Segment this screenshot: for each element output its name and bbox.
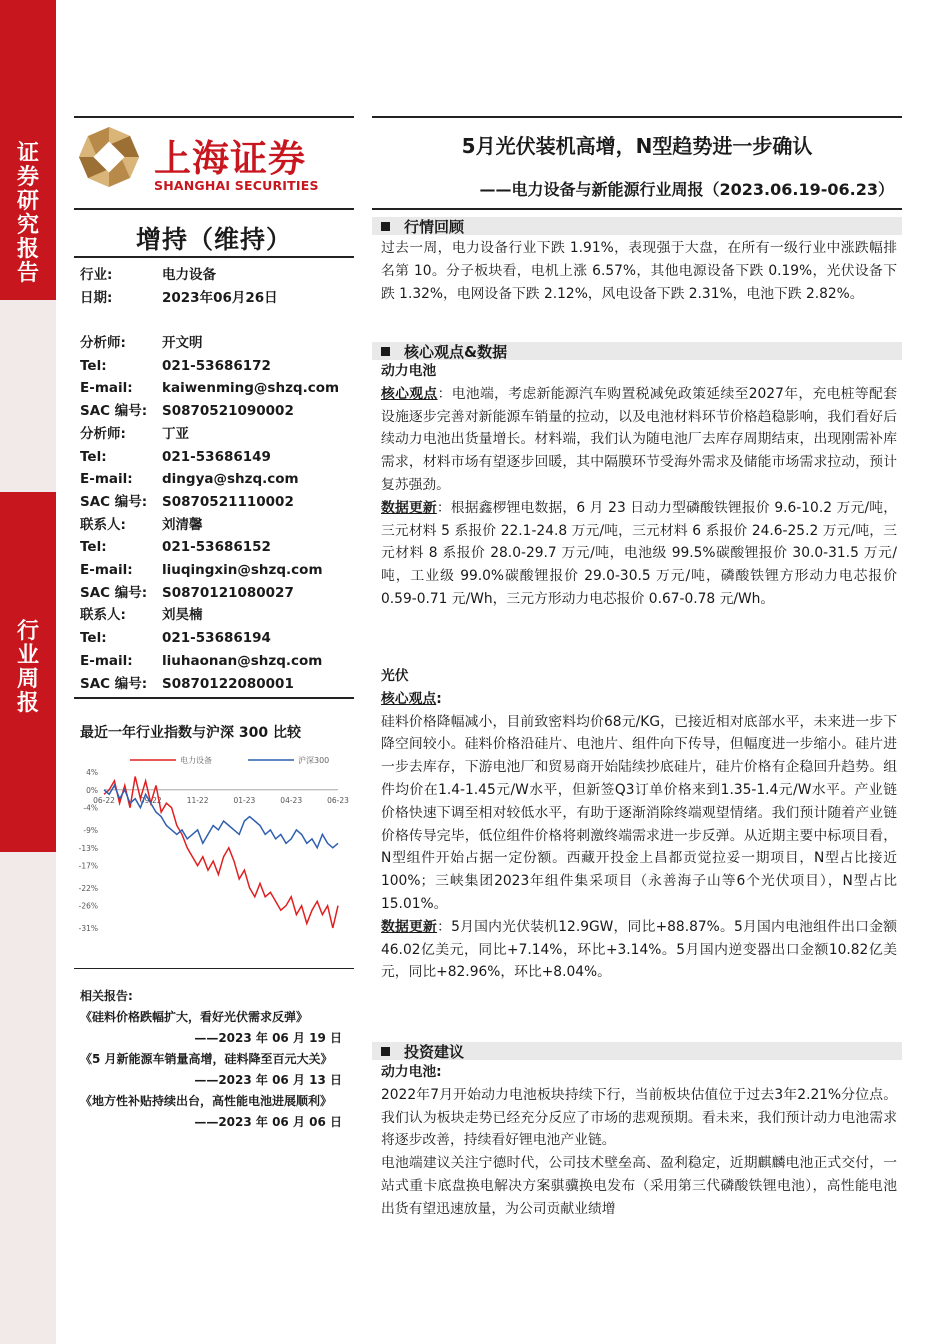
analyst-row [80, 650, 339, 673]
x-tick-label: 06-22 [93, 795, 115, 805]
analyst-value: S0870521090002 [162, 403, 294, 420]
analyst-value: liuhaonan@shzq.com [162, 652, 323, 669]
data-text: ：5月国内光伏装机12.9GW，同比+88.87%。5月国内电池组件出口金额46.02亿美元，同比+7.14%，环比+3.14%。5月国内逆变器出口金额10.82亿美元，同比+82.96%，环比+8.04%。 [381, 918, 898, 981]
info-key: 日期: [80, 289, 113, 306]
analyst-key: 分析师: [80, 425, 126, 442]
y-tick-label: -22% [78, 883, 98, 893]
analyst-list [80, 332, 339, 695]
analyst-row [80, 423, 339, 446]
analyst-key: SAC 编号: [80, 493, 148, 510]
rating-rule [74, 256, 354, 258]
view-label: 核心观点 [381, 690, 437, 707]
analyst-row [80, 582, 339, 605]
legend-label: 沪深300 [298, 756, 330, 765]
data-label: 数据更新 [381, 918, 438, 935]
analyst-row [80, 355, 339, 378]
analyst-value: kaiwenming@shzq.com [162, 380, 340, 397]
view-colon: : [436, 690, 442, 707]
related-reports [80, 986, 352, 1133]
analyst-value: S0870521110002 [162, 493, 294, 510]
analyst-row [80, 604, 339, 627]
analyst-key: 分析师: [80, 335, 126, 351]
analyst-rule [74, 697, 354, 699]
battery-block [381, 360, 897, 611]
analyst-value: 021-53686172 [162, 357, 271, 374]
pv-view: 硅料价格降幅减小，目前致密料均价68元/KG，已接近相对底部水平，未来进一步下降空间较小。硅料价格沿硅片、电池片、组件向下传导，但幅度进一步缩小。硅片进一步去库存，下游电池厂和贸易商开始陆续抄底硅片，硅片价格有企稳回升趋势。组件均价在1.4-1.45元/W水平，但新签Q3订单价格来到1.35-1.4元/W水平。产业链价格快速下调至相对较低水平，有助于逐渐消除终端观望情绪。我们预计随着产业链价格传导完毕，低位组件价格将刺激终端需求进一步反弹。从近期主要中标项目看，N型组件开始占据一定份额。西藏开投金上昌都贡觉拉妥一期项目，N型占比接近100%；三峡集团2023年组件集采项目（永善海子山等6个光伏项目），N型占比15.01%。 [381, 713, 897, 912]
section-invest-title [381, 1041, 464, 1062]
data-text: ：根据鑫椤锂电数据，6 月 23 日动力型磷酸铁锂报价 9.6-10.2 万元/吨，三元材料 5 系报价 22.1-24.8 万元/吨，三元材料 6 系报价 24.6-25.2 万元/吨，三元材料 8 系报价 28.0-29.7 万元/吨，电池级 99.5%碳酸锂报价 30.0-31.5 万元/吨，工业级 99.0%碳酸锂报价 29.0-30.5 万元/吨，磷酸铁锂方形动力电芯报价 0.59-0.71 元/Wh，三元方形动力电芯报价 0.67-0.78 元/Wh。 [381, 499, 898, 607]
related-report-link[interactable]: 《5 月新能源车销量高增，硅料降至百元大关》 [80, 1052, 333, 1066]
square-bullet-icon [381, 222, 390, 231]
related-label: 相关报告: [80, 989, 133, 1003]
analyst-value: 刘清馨 [162, 516, 203, 533]
section-title-text: 行情回顾 [404, 218, 465, 236]
analyst-row [80, 627, 339, 650]
invest-paragraph-1: 2022年7月开始动力电池板块持续下行，当前板块估值位于过去3年2.21%分位点。我们认为板块走势已经充分反应了市场的悲观预期。看未来，我们预计动力电池需求将逐步改善，持续看好锂电池产业链。 [381, 1086, 897, 1149]
analyst-row [80, 536, 339, 559]
info-value: 电力设备 [162, 267, 216, 283]
left-sidebar [0, 0, 56, 1344]
pv-heading: 光伏 [381, 668, 409, 684]
chart-rule [74, 968, 354, 969]
info-value: 2023年06月26日 [162, 289, 278, 306]
related-report-link[interactable]: 《地方性补贴持续出台，高性能电池进展顺利》 [80, 1094, 333, 1108]
rating-label: 增持（维持） [135, 225, 292, 254]
invest-block [381, 1061, 897, 1221]
analyst-key: E-mail: [80, 471, 133, 488]
sidebar-weekly-label: 行 业 周 报 [0, 492, 56, 852]
battery-view [381, 383, 897, 497]
view-text: ：电池端，考虑新能源汽车购置税减免政策延续至2027年，充电桩等配套设施逐步完善对新能源车销量的拉动，以及电池材料环节价格趋稳影响，我们看好后续动力电池出货量增长。材料端，我们认为随电池厂去库存周期结束，出现刚需补库需求，材料市场有望逐步回暖，其中隔膜环节受海外需求及储能市场需求拉动，预计复苏强劲。 [381, 385, 897, 493]
analyst-key: SAC 编号: [80, 584, 148, 601]
related-report-date: ——2023 年 06 月 06 日 [194, 1115, 342, 1129]
invest-paragraph-2: 电池端建议关注宁德时代，公司技术壁垒高、盈利稳定，近期麒麟电池正式交付，一站式重卡底盘换电解决方案骐骥换电发布（采用第三代磷酸铁锂电池），高性能电池出货有望迅速放量，为公司贡献业绩增 [381, 1155, 897, 1217]
analyst-key: 联系人: [80, 607, 126, 624]
analyst-value: liuqingxin@shzq.com [162, 562, 323, 579]
legend-label: 电力设备 [180, 756, 212, 765]
y-tick-label: -31% [78, 924, 98, 933]
square-bullet-icon [381, 1047, 390, 1056]
view-label: 核心观点 [381, 385, 438, 402]
sidebar-research-label: 证 券 研 究 报 告 [0, 0, 56, 300]
section-core-title [381, 341, 507, 362]
x-tick-label: 06-23 [327, 795, 349, 805]
analyst-value: 021-53686149 [162, 448, 271, 465]
info-row [80, 264, 278, 287]
analyst-key: Tel: [80, 630, 107, 647]
section-review-title [381, 216, 464, 237]
analyst-row [80, 491, 339, 514]
analyst-key: 联系人: [80, 516, 126, 533]
analyst-row [80, 468, 339, 491]
analyst-value: dingya@shzq.com [162, 471, 299, 488]
left-top-rule [74, 116, 354, 118]
battery-data [381, 497, 897, 611]
left-logo-rule [74, 208, 354, 210]
x-tick-label: 01-23 [233, 795, 256, 805]
analyst-key: Tel: [80, 357, 107, 374]
related-report-date: ——2023 年 06 月 19 日 [194, 1031, 342, 1045]
pv-block [381, 665, 897, 984]
right-header-rule [372, 208, 902, 210]
analyst-row [80, 377, 339, 400]
right-top-rule [372, 116, 902, 118]
info-row [80, 287, 278, 310]
analyst-value: S0870121080027 [162, 584, 294, 601]
analyst-row [80, 559, 339, 582]
analyst-row [80, 332, 339, 355]
analyst-key: E-mail: [80, 652, 133, 669]
analyst-key: SAC 编号: [80, 403, 148, 420]
y-tick-label: -13% [78, 843, 98, 853]
info-key: 行业: [80, 267, 113, 283]
related-report-date: ——2023 年 06 月 13 日 [194, 1073, 342, 1087]
industry-info [80, 264, 278, 309]
x-tick-label: 04-23 [280, 795, 303, 805]
analyst-value: 开文明 [162, 335, 203, 351]
analyst-row [80, 446, 339, 469]
analyst-value: 021-53686194 [162, 630, 271, 647]
report-subtitle: ——电力设备与新能源行业周报（2023.06.19-06.23） [479, 180, 894, 199]
related-report-link[interactable]: 《硅料价格跌幅扩大，看好光伏需求反弹》 [80, 1010, 309, 1024]
pv-data [381, 916, 897, 984]
analyst-key: SAC 编号: [80, 675, 148, 692]
invest-heading: 动力电池: [381, 1064, 442, 1080]
battery-heading: 动力电池 [381, 363, 437, 379]
analyst-key: Tel: [80, 448, 107, 465]
y-tick-label: -26% [78, 901, 98, 911]
analyst-value: 丁亚 [162, 425, 189, 442]
analyst-row [80, 673, 339, 696]
y-tick-label: -4% [83, 803, 98, 813]
review-paragraph: 过去一周，电力设备行业下跌 1.91%，表现强于大盘，在所有一级行业中涨跌幅排名第 10。分子板块看，电机上涨 6.57%，其他电源设备下跌 0.19%，光伏设备下跌 1.32%，电网设备下跌 2.12%，风电设备下跌 2.31%，电池下跌 2.82%。 [381, 240, 897, 302]
analyst-row [80, 514, 339, 537]
x-tick-label: 09-22 [139, 795, 162, 805]
data-label: 数据更新 [381, 499, 437, 516]
y-tick-label: 4% [86, 768, 98, 777]
logo-english-name: SHANGHAI SECURITIES [154, 178, 319, 193]
index-comparison-chart [70, 748, 349, 940]
section-title-text: 投资建议 [404, 1043, 465, 1061]
x-tick-label: 11-22 [186, 795, 209, 805]
chart-title: 最近一年行业指数与沪深 300 比较 [80, 725, 301, 741]
analyst-value: S0870122080001 [162, 675, 294, 692]
y-tick-label: -9% [83, 825, 98, 835]
analyst-key: E-mail: [80, 562, 133, 579]
y-tick-label: -17% [78, 861, 98, 871]
logo-chinese-name: 上海证券 [154, 137, 306, 180]
analyst-key: Tel: [80, 539, 107, 556]
square-bullet-icon [381, 347, 390, 356]
logo-emblem-icon [78, 126, 140, 188]
analyst-row [80, 400, 339, 423]
analyst-value: 021-53686152 [162, 539, 271, 556]
pv-view-label-row [381, 688, 897, 711]
report-title: 5月光伏装机高增，N型趋势进一步确认 [461, 134, 813, 158]
company-logo [74, 120, 354, 200]
analyst-value: 刘昊楠 [162, 607, 203, 624]
y-tick-label: 0% [86, 785, 98, 795]
section-title-text: 核心观点&数据 [404, 343, 508, 361]
analyst-key: E-mail: [80, 380, 133, 397]
